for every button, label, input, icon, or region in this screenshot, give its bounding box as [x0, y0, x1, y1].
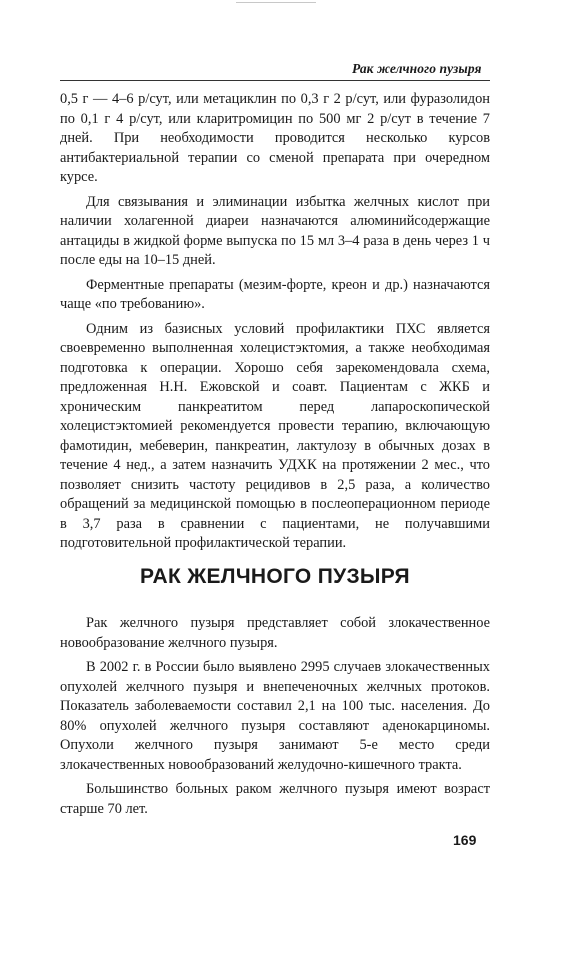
page-number: 169 [453, 832, 477, 848]
running-header: Рак желчного пузыря [352, 61, 482, 76]
paragraph: Большинство больных раком желчного пузыря имеют возраст старше 70 лет. [60, 781, 490, 817]
paragraph: Рак желчного пузыря представляет собой злокачественное новообразование желчного пузыря. [60, 615, 490, 651]
scan-artifact [236, 2, 316, 3]
section-cancer-text [60, 614, 490, 824]
header-rule [60, 80, 490, 81]
section-treatment-text [60, 90, 490, 559]
paragraph: 0,5 г — 4–6 р/сут, или метациклин по 0,3 г 2 р/сут, или фуразолидон по 0,1 г 4 р/сут, или кларитромицин по 500 мг 2 р/сут в течение 7 дней. При необходимости проводится несколько курсов антибактериальной терапии со сменой препарата при очередном курсе. [60, 91, 490, 185]
paragraph: Для связывания и элиминации избытка желчных кислот при наличии холагенной диареи назначаются алюминийсодержащие антациды в жидкой форме выпуска по 15 мл 3–4 раза в день через 1 ч после еды на 10–15 дней. [60, 193, 490, 268]
paragraph: Ферментные препараты (мезим-форте, креон и др.) назначаются чаще «по требованию». [60, 276, 490, 312]
section-heading: РАК ЖЕЛЧНОГО ПУЗЫРЯ [140, 565, 410, 588]
paragraph: Одним из базисных условий профилактики ПХС является своевременно выполненная холецистэктомия, а также необходимая подготовка к операции. Хорошо себя зарекомендовала схема, предложенная Н.Н. Ежовской и соавт. Пациентам с ЖКБ и хроническим панкреатитом перед лапароскопической холецистэктомией рекомендуется провести терапию, включающую фамотидин, мебеверин, панкреатин, лактулозу в обычных дозах в течение 4 нед., а затем назначить УДХК на протяжении 2 мес., что позволяет снизить частоту рецидивов в 2,5 раза, а количество обращений за медицинской помощью в послеоперационном периоде в 3,7 раза в сравнении с пациентами, не получавшими подготовительной профилактической терапии. [60, 320, 490, 551]
paragraph: В 2002 г. в России было выявлено 2995 случаев злокачественных опухолей желчного пузыря и внепеченочных желчных протоков. Показатель заболеваемости составил 2,1 на 100 тыс. населения. До 80% опухолей желчного пузыря составляют аденокарциномы. Опухоли желчного пузыря занимают 5-е место среди злокачественных новообразований желудочно-кишечного тракта. [60, 659, 490, 773]
